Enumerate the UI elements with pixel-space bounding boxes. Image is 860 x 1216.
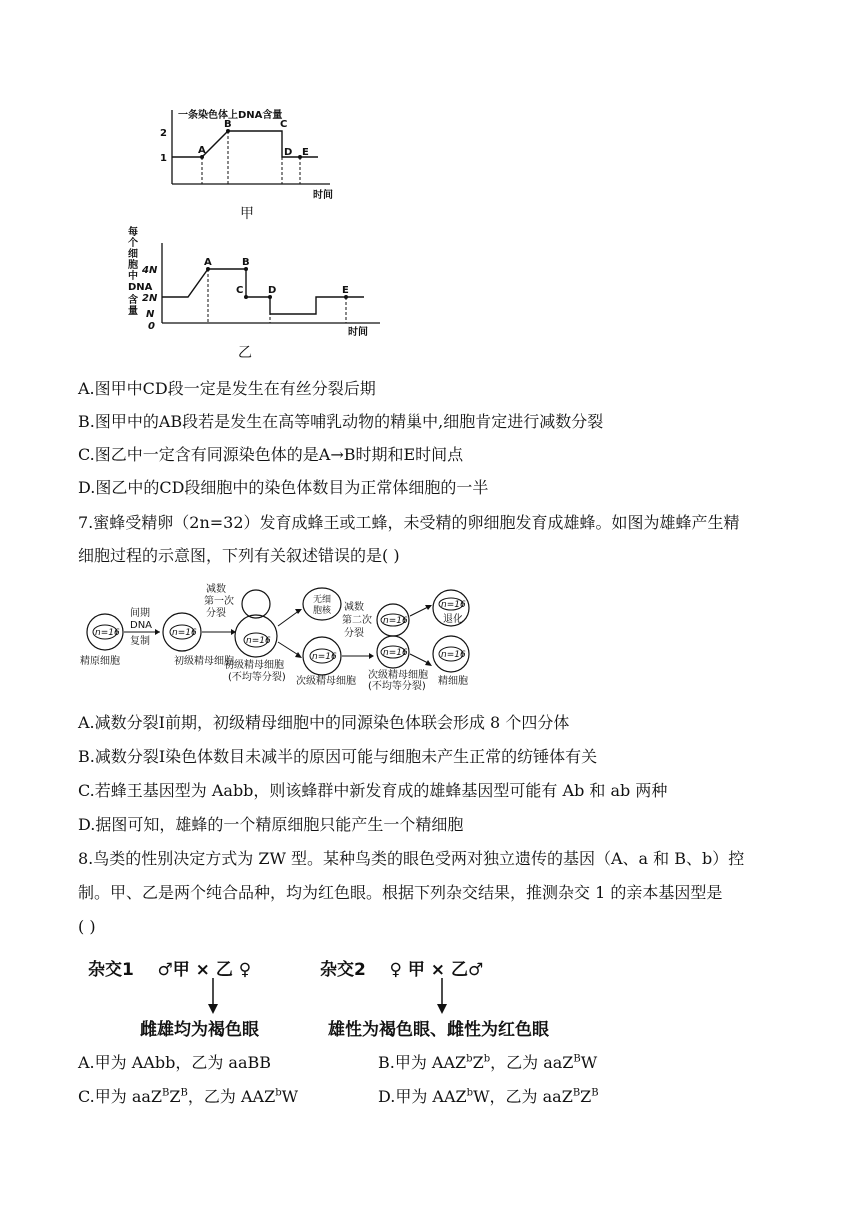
q6-option-c: C.图乙中一定含有同源染色体的是A→B时期和E时间点 (78, 445, 464, 464)
meiosis2-label-3: 分裂 (344, 628, 364, 639)
cross-2-result: 雄性为褐色眼、雌性为红色眼 (328, 1020, 549, 1040)
svg-text:胞核: 胞核 (313, 606, 332, 616)
q7-option-c: C.若蜂王基因型为 Aabb，则该蜂群中新发育成的雄蜂基因型可能有 Ab 和 ab 两种 (78, 781, 668, 800)
meiosis1-label-3: 分裂 (206, 608, 226, 619)
graph-yi-point-a: A (204, 257, 212, 268)
q8-option-b: B.甲为 $AAZ^bZ^b$，乙为 aaZ$^B$W (378, 1053, 598, 1072)
svg-text:n=16: n=16 (383, 648, 408, 658)
interphase-label-2: DNA (130, 620, 153, 631)
primary-spermatocyte-cell (163, 613, 201, 651)
q7-option-d: D.据图可知，雄蜂的一个精原细胞只能产生一个精细胞 (78, 815, 464, 834)
graph-jia-ytick-1: 1 (160, 153, 167, 164)
interphase-label-3: 复制 (130, 636, 150, 647)
degenerate-cell (433, 590, 469, 626)
graph-yi (120, 225, 400, 365)
graph-jia (150, 100, 350, 225)
q8-stem-line3: ( ) (78, 917, 96, 936)
cross-2: 杂交2 ♀ 甲 × 乙♂ (320, 960, 484, 980)
no-nucleus-cell (303, 588, 341, 620)
svg-text:n=16: n=16 (441, 600, 466, 610)
q8-option-d: D.甲为 AAZ$^b$W，乙为 $aaZ^BZ^B$ (378, 1087, 599, 1106)
q8-stem-line2: 制。甲、乙是两个纯合品种，均为红色眼。根据下列杂交结果，推测杂交 1 的亲本基因型是 (78, 883, 723, 902)
secondary-label: 次级精母细胞 (296, 676, 356, 687)
sperm-label: 精细胞 (438, 676, 468, 687)
svg-text:n=16: n=16 (95, 628, 120, 638)
graph-jia-point-b: B (224, 119, 232, 130)
graph-yi-ylabel: 每个细胞中 DNA 含量 (128, 227, 153, 317)
q8-option-a: A.甲为 AAbb，乙为 aaBB (78, 1053, 272, 1072)
secondary-uneven-label-1: 次级精母细胞 (368, 670, 428, 681)
q6-option-b: B.图甲中的AB段若是发生在高等哺乳动物的精巢中,细胞肯定进行减数分裂 (78, 412, 604, 431)
q7-stem-line1: 7.蜜蜂受精卵（2n=32）发育成蜂王或工蜂，未受精的卵细胞发育成雄蜂。如图为雄蜂产生精 (78, 513, 740, 532)
graph-yi-point-c: C (236, 285, 244, 296)
graph-jia-point-e: E (302, 147, 309, 158)
spermatogonium-label: 精原细胞 (80, 656, 120, 667)
primary-uneven-cell (235, 590, 277, 657)
svg-text:n=16: n=16 (312, 652, 337, 662)
meiosis1-label-1: 减数 (206, 584, 226, 595)
q6-option-d: D.图乙中的CD段细胞中的染色体数目为正常体细胞的一半 (78, 478, 489, 497)
cross-2-arrow (435, 978, 449, 1014)
svg-text:n=16: n=16 (172, 628, 197, 638)
graph-yi-line (162, 269, 364, 314)
graph-yi-xlabel: 时间 (348, 327, 368, 338)
graph-jia-point-d: D (284, 147, 293, 158)
cross-1-result: 雌雄均为褐色眼 (140, 1020, 259, 1040)
q7-option-a: A.减数分裂Ⅰ前期，初级精母细胞中的同源染色体联会形成 8 个四分体 (78, 713, 570, 732)
sperm-cell (433, 636, 469, 672)
secondary-uneven-label-2: (不均等分裂) (368, 681, 426, 692)
graph-jia-ytick-2: 2 (160, 128, 167, 139)
graph-jia-ylabel: 一条染色体上DNA含量 (178, 110, 283, 121)
meiosis2-label-2: 第二次 (342, 615, 372, 626)
q7-diagram (78, 582, 478, 692)
q7-option-b: B.减数分裂Ⅰ染色体数目未减半的原因可能与细胞未产生正常的纺锤体有关 (78, 747, 598, 766)
graph-yi-ytick-n: N (146, 309, 155, 320)
meiosis1-label-2: 第一次 (204, 596, 234, 607)
secondary-spermatocyte-cell (303, 637, 341, 675)
interphase-label-1: 间期 (130, 608, 150, 619)
primary-label: 初级精母细胞 (174, 656, 234, 667)
graph-jia-point-a: A (198, 145, 206, 156)
svg-text:n=16: n=16 (383, 616, 408, 626)
q8-option-c: C.甲为 $aaZ^BZ^B$，乙为 AAZ$^b$W (78, 1087, 299, 1106)
graph-jia-point-c: C (280, 119, 288, 130)
graph-yi-ytick-0: 0 (148, 321, 155, 332)
q7-stem-line2: 细胞过程的示意图，下列有关叙述错误的是( ) (78, 546, 400, 565)
q6-option-a: A.图甲中CD段一定是发生在有丝分裂后期 (78, 379, 376, 398)
primary-uneven-label-1: 初级精母细胞 (224, 660, 284, 671)
meiosis2-label-1: 减数 (344, 602, 364, 613)
graph-yi-caption: 乙 (238, 345, 252, 361)
q8-stem-line1: 8.鸟类的性别决定方式为 ZW 型。某种鸟类的眼色受两对独立遗传的基因（A、a 和 B、b）控 (78, 849, 745, 868)
svg-text:n=16: n=16 (246, 636, 271, 646)
svg-text:退化: 退化 (443, 614, 463, 625)
graph-yi-point-b: B (242, 257, 250, 268)
cross-1: 杂交1 ♂甲 × 乙 ♀ (88, 960, 252, 980)
graph-jia-caption: 甲 (240, 206, 254, 222)
spermatogonium-cell (87, 614, 123, 650)
graph-yi-ytick-4n: 4N (142, 265, 158, 276)
svg-text:n=16: n=16 (441, 650, 466, 660)
graph-yi-ytick-2n: 2N (142, 293, 158, 304)
svg-text:无细: 无细 (313, 595, 332, 605)
cross-1-arrow (206, 978, 220, 1014)
graph-jia-line (172, 131, 318, 157)
graph-yi-point-d: D (268, 285, 277, 296)
graph-jia-xlabel: 时间 (313, 190, 333, 201)
secondary-uneven-cell (377, 604, 409, 668)
graph-yi-point-e: E (342, 285, 349, 296)
primary-uneven-label-2: (不均等分裂) (228, 672, 286, 683)
